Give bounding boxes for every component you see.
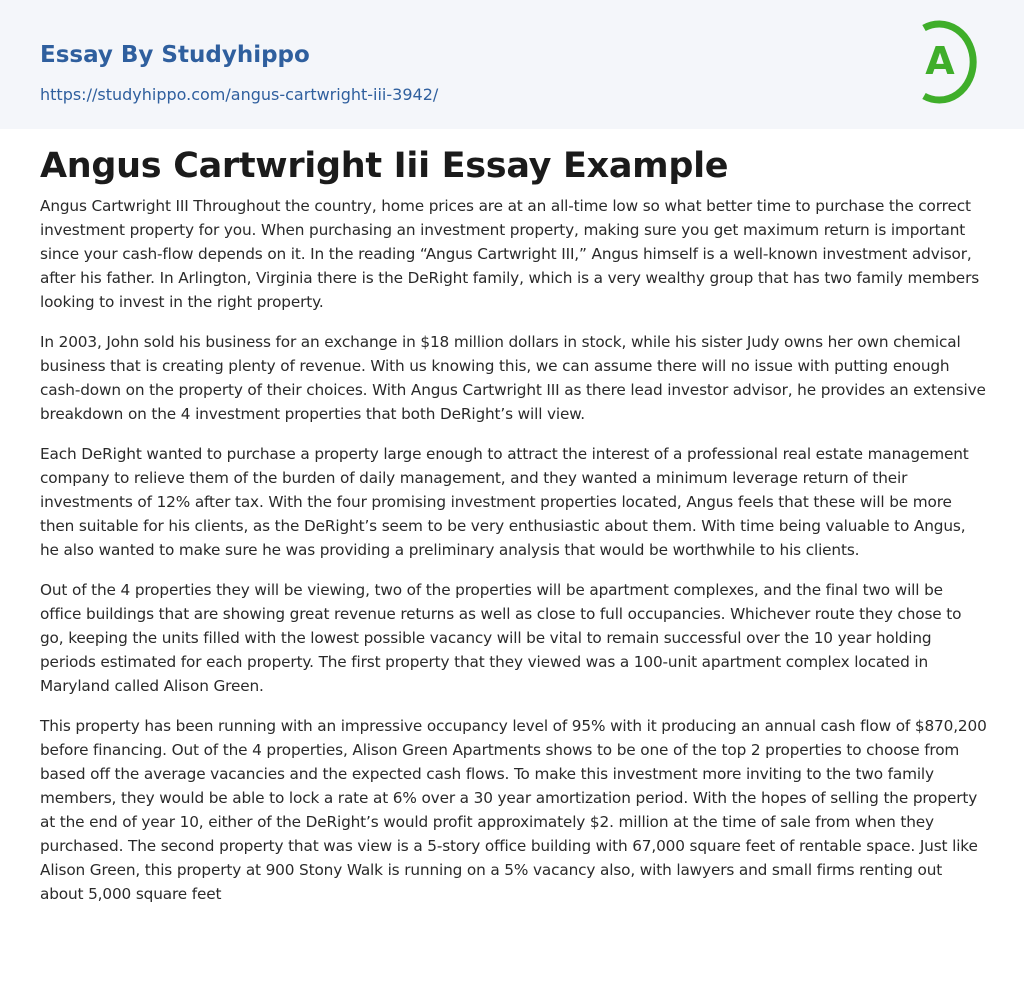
essay-body bbox=[40, 194, 988, 922]
page-title: Angus Cartwright Iii Essay Example bbox=[40, 146, 729, 186]
essay-paragraph: Angus Cartwright III Throughout the country, home prices are at an all-time low so what better time to purchase the correct investment property for you. When purchasing an investment property, making sure you get maximum return is important since your cash-flow depends on it. In the reading “Angus Cartwright III,” Angus himself is a well-known investment advisor, after his father. In Arlington, Virginia there is the DeRight family, which is a very wealthy group that has two family members looking to invest in the right property. bbox=[40, 197, 980, 311]
essay-paragraph: Each DeRight wanted to purchase a property large enough to attract the interest of a professional real estate management company to relieve them of the burden of daily management, and they wanted a minimum leverage return of their investments of 12% after tax. With the four promising investment properties located, Angus feels that these will be more then suitable for his clients, as the DeRight’s seem to be very enthusiastic about them. With time being valuable to Angus, he also wanted to make sure he was providing a preliminary analysis that would be worthwhile to his clients. bbox=[40, 445, 969, 559]
essay-paragraph: In 2003, John sold his business for an exchange in $18 million dollars in stock, while his sister Judy owns her own chemical business that is creating plenty of revenue. With us knowing this, we can assume there will no issue with putting enough cash-down on the property of their choices. With Angus Cartwright III as there lead investor advisor, he provides an extensive breakdown on the 4 investment properties that both DeRight’s will view. bbox=[40, 333, 986, 423]
studyhippo-logo-icon[interactable] bbox=[912, 18, 986, 106]
essay-paragraph: Out of the 4 properties they will be viewing, two of the properties will be apartment complexes, and the final two will be office buildings that are showing great revenue returns as well as close to full occupancies. Whichever route they chose to go, keeping the units filled with the lowest possible vacancy will be vital to remain successful over the 10 year holding periods estimated for each property. The first property that they viewed was a 100-unit apartment complex located in Maryland called Alison Green. bbox=[40, 581, 962, 695]
logo-letter: A bbox=[925, 39, 955, 83]
essay-paragraph: This property has been running with an impressive occupancy level of 95% with it producing an annual cash flow of $870,200 before financing. Out of the 4 properties, Alison Green Apartments shows to be one of the top 2 properties to choose from based off the average vacancies and the expected cash flows. To make this investment more inviting to the two family members, they would be able to lock a rate at 6% over a 30 year amortization period. With the hopes of selling the property at the end of year 10, either of the DeRight’s would profit approximately $2. million at the time of sale from when they purchased. The second property that was view is a 5-story office building with 67,000 square feet of rentable space. Just like Alison Green, this property at 900 Stony Walk is running on a 5% vacancy also, with lawyers and small firms renting out about 5,000 square feet bbox=[40, 717, 987, 903]
site-header bbox=[0, 0, 1024, 129]
site-brand[interactable]: Essay By Studyhippo bbox=[40, 42, 310, 68]
essay-url-link[interactable]: https://studyhippo.com/angus-cartwright-iii-3942/ bbox=[40, 85, 439, 104]
